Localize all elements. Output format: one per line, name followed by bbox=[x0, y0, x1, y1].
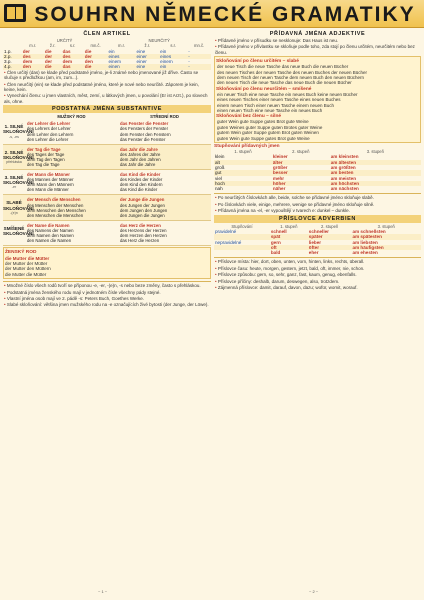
feminine-form: die Mutter die Mütter bbox=[5, 271, 47, 277]
noun-form: der Junge die Jungen bbox=[120, 197, 165, 203]
gender-label: m.r. bbox=[29, 43, 37, 49]
mixed-row: eines neuen Tisches einer neuen Tasche eines neuen Buches bbox=[217, 97, 341, 103]
comparison-form: besser bbox=[272, 170, 288, 176]
group-label: SMÍŠENÉ SKLOŇOVÁNÍ bbox=[3, 225, 34, 236]
article-form: des bbox=[62, 53, 71, 59]
article-form: die bbox=[44, 64, 52, 70]
adjective-note: • Po neurčitých číslovkách alle, beide, solche se přídavné jméno skloňuje slabě. bbox=[215, 195, 420, 200]
noun-group bbox=[3, 145, 211, 170]
mixed-row: ein neuer Tisch eine neue Tasche ein neues Buch keine neuen Bücher bbox=[217, 91, 358, 97]
article-body bbox=[3, 49, 211, 70]
neut-forms bbox=[118, 146, 211, 168]
comparison-form: am größten bbox=[330, 164, 356, 170]
noun-form: dem Herzen den Herzen bbox=[120, 233, 167, 238]
noun-form: der Name die Namen bbox=[27, 222, 70, 228]
noun-form: des Namens der Namen bbox=[27, 227, 74, 233]
weak-row: des neuen Tisches der neuen Tasche des neuen Buches der neuen Bücher bbox=[217, 69, 368, 75]
comparison-form: näher bbox=[272, 186, 286, 192]
noun-form: dem Mann den Männern bbox=[27, 182, 74, 188]
noun-note: • Množné číslo všech rodů tvoří se příponou -e, -er, -(e)n, -s nebo beze změny, často s přehláskou. bbox=[4, 283, 210, 288]
noun-group bbox=[3, 119, 211, 144]
noun-form: dem Jungen den Jungen bbox=[120, 207, 168, 213]
article-explanation bbox=[3, 70, 211, 104]
neut-forms bbox=[118, 196, 211, 218]
noun-form: den Mann die Männer bbox=[27, 187, 69, 193]
adjective-heading: PŘÍDAVNÁ JMÉNA ADJEKTIVE bbox=[269, 31, 366, 37]
case-label: 1.p. bbox=[4, 48, 12, 54]
adverb-notes bbox=[214, 257, 421, 290]
adverb-form: schneller bbox=[308, 228, 329, 234]
adverb-col: 2. stupeň bbox=[321, 223, 339, 229]
comparison-form: am ältesten bbox=[330, 159, 356, 165]
noun-heading: PODSTATNÁ JMÉNA SUBSTANTIVE bbox=[3, 105, 211, 113]
adjective-intro-line: • Přídavné jméno v přísudku se nesklonuje: Das Haus ist neu. bbox=[215, 38, 420, 43]
adverb-form: oft bbox=[270, 244, 277, 250]
adverb-heading: PŘÍSLOVCE ADVERBIEN bbox=[214, 215, 421, 223]
noun-form: des Mannes der Männer bbox=[27, 177, 74, 183]
adverb-form: lieber bbox=[308, 239, 322, 245]
article-form: - bbox=[188, 64, 190, 70]
neut-forms bbox=[118, 222, 211, 244]
noun-form: des Kindes der Kinder bbox=[120, 177, 163, 183]
comparison-heading: Stupňování přídavných jmen bbox=[214, 144, 280, 150]
case-label: 3.p. bbox=[4, 59, 12, 65]
article-form: einen bbox=[108, 64, 120, 70]
comparison-form: alt bbox=[215, 159, 220, 165]
article-form: einem bbox=[108, 59, 121, 65]
adverb-form: am ehesten bbox=[352, 250, 378, 256]
article-form: die bbox=[84, 48, 92, 54]
noun-groups bbox=[3, 119, 211, 246]
article-form: des bbox=[22, 53, 31, 59]
gender-label: mn.č. bbox=[90, 43, 101, 49]
noun-form: dem Namen den Namen bbox=[27, 233, 74, 238]
gender-label: s.r. bbox=[69, 43, 76, 49]
adverb-form: am schnellsten bbox=[352, 228, 386, 234]
neut-forms bbox=[118, 120, 211, 142]
strong-heading: Skloňování bez členu – silné bbox=[216, 114, 282, 120]
masc-forms bbox=[25, 120, 118, 142]
adverb-note: • Příslovce příčiny: deshalb, darum, deswegen, also, trotzdem. bbox=[215, 279, 420, 284]
weak-row: den neuen Tisch die neue Tasche das neue Buch die neuen Bücher bbox=[217, 80, 352, 86]
noun-form: den Menschen die Menschen bbox=[27, 212, 84, 218]
comparison-col: 2. stupeň bbox=[292, 149, 310, 155]
adverb-note: • Příslovce času: heute, morgen, gestern, jetzt, bald, oft, immer, nie, schon. bbox=[215, 266, 420, 271]
feminine-heading: ŽENSKÝ ROD bbox=[5, 250, 37, 256]
adverb-col: Stupňování bbox=[231, 223, 253, 229]
adverb-table bbox=[214, 224, 421, 256]
adverb-note: • Příslovce způsobu: gern, so, sehr, ganz, fast, kaum, genug, ebenfalls. bbox=[215, 272, 420, 277]
masc-header: MUŽSKÝ ROD bbox=[57, 114, 86, 120]
strong-row: guten Wein gute Suppe gutes Brot gute Weine bbox=[217, 135, 310, 141]
noun-form: des Menschen der Menschen bbox=[27, 202, 84, 208]
article-form: dem bbox=[22, 59, 33, 65]
article-heading: ČLEN ARTIKEL bbox=[83, 31, 131, 37]
left-column bbox=[3, 30, 211, 596]
adverb-form: nepravidelné bbox=[215, 239, 242, 245]
noun-form: der Mann die Männer bbox=[27, 172, 70, 178]
adverb-col: 1. stupeň bbox=[280, 223, 298, 229]
adverb-note: • Zájmenná příslovce: damit, darauf, davon, dazu; wofür, womit, worauf. bbox=[215, 285, 420, 290]
noun-groups-header bbox=[3, 114, 211, 119]
noun-note: • Slabé skloňování: většina jmen mužského rodu na -e označujících živé bytosti (der Junge, der Löwe). bbox=[4, 302, 210, 307]
adverb-body bbox=[214, 229, 421, 255]
feminine-box bbox=[3, 247, 211, 279]
noun-form: des Jahres der Jahre bbox=[120, 151, 161, 157]
adverb-row bbox=[214, 250, 421, 255]
noun-form: des Jungen der Jungen bbox=[120, 202, 165, 208]
comparison-col: 1. stupeň bbox=[234, 149, 252, 155]
article-form: den bbox=[22, 64, 31, 70]
strong-row: guten Weines guter Suppe guten Brotes guter Weine bbox=[217, 124, 323, 130]
noun-form: das Kind die Kinder bbox=[120, 172, 161, 178]
strong-row: guter Wein gute Suppe gutes Brot gute Weine bbox=[217, 119, 309, 125]
noun-form: den Jungen die Jungen bbox=[120, 212, 165, 218]
noun-form: den Tag die Tage bbox=[27, 161, 60, 167]
comparison-form: am höchsten bbox=[330, 180, 360, 186]
group-label: 3. SILNÉ SKLOŇOVÁNÍ -er bbox=[3, 175, 34, 190]
gender-label: s.r. bbox=[170, 43, 176, 49]
case-label: 2.p. bbox=[4, 53, 12, 59]
article-form: die bbox=[44, 48, 52, 54]
comparison-form: klein bbox=[215, 154, 225, 160]
adverb-note: • Příslovce místa: hier, dort, oben, unten, vorn, hinten, links, rechts, überall. bbox=[215, 259, 420, 264]
noun-form: des Tages der Tage bbox=[27, 151, 65, 157]
noun-form: das Jahr die Jahre bbox=[120, 161, 156, 167]
adverb-form: am häufigsten bbox=[352, 244, 384, 250]
noun-form: des Herzens der Herzen bbox=[120, 227, 167, 233]
article-form: der bbox=[44, 53, 53, 59]
article-form: den bbox=[84, 59, 93, 65]
adjective-notes bbox=[214, 193, 421, 213]
noun-note: • Podstatná jména ženského rodu mají v jednotném čísle všechny pády stejné. bbox=[4, 290, 210, 295]
article-form: der bbox=[84, 53, 92, 59]
noun-form: den Lehrer die Lehrer bbox=[27, 136, 69, 142]
page-number-right: ~ 2 ~ bbox=[309, 589, 319, 594]
weak-heading: Skloňování po členu určitém – slabé bbox=[216, 59, 299, 65]
right-column bbox=[214, 30, 421, 596]
noun-form: dem Lehrer den Lehrern bbox=[27, 131, 74, 137]
adverb-form bbox=[214, 250, 270, 255]
gender-label: ž.r. bbox=[144, 43, 151, 49]
noun-form: das Herz die Herzen bbox=[120, 238, 160, 244]
feminine-forms bbox=[5, 256, 209, 278]
comparison-form: gut bbox=[215, 170, 222, 176]
gender-label: m.r. bbox=[117, 43, 125, 49]
comparison-table bbox=[214, 149, 421, 191]
adverb-form: eher bbox=[308, 250, 319, 256]
article-form: ein bbox=[160, 64, 167, 70]
group-note: -(e)n bbox=[10, 210, 18, 215]
title-bar bbox=[0, 0, 424, 28]
comparison-form: am kleinsten bbox=[330, 154, 359, 160]
noun-form: der Lehrer die Lehrer bbox=[27, 121, 71, 127]
comparison-form: größer bbox=[272, 164, 288, 170]
noun-form: des Fensters der Fenster bbox=[120, 126, 169, 132]
group-label: 1. SILNÉ SKLOŇOVÁNÍ -s, -es bbox=[3, 124, 34, 139]
article-form: das bbox=[62, 64, 71, 70]
mixed-row: einen neuen Tisch eine neue Tasche ein neues Buch bbox=[217, 108, 323, 114]
feminine-form: der Mutter der Mütter bbox=[5, 261, 48, 266]
masc-forms bbox=[25, 171, 118, 193]
noun-form: dem Menschen den Menschen bbox=[27, 207, 86, 213]
comparison-form: groß bbox=[215, 164, 225, 170]
comparison-form: mehr bbox=[272, 175, 285, 181]
group-note: -er bbox=[11, 185, 17, 190]
noun-notes bbox=[3, 281, 211, 308]
adverb-form: öfter bbox=[308, 244, 319, 250]
noun-form: das Fenster die Fenster bbox=[120, 136, 166, 142]
adjective-intro-line: • Přídavné jméno v přívlastku se skloňuje podle toho, zda stojí po členu určitém, neurčitém nebo bez členu. bbox=[215, 44, 420, 55]
group-note: -s, -es bbox=[9, 134, 19, 139]
masc-forms bbox=[25, 196, 118, 218]
article-form: das bbox=[62, 48, 71, 54]
adjective-note: • Přídavná jména na -el, -er vypouštějí v tvarech e: dunkel – dunkle. bbox=[215, 208, 420, 213]
article-form: der bbox=[22, 48, 30, 54]
mixed-row: einem neuen Tisch einer neuen Tasche einem neuen Buch bbox=[217, 102, 334, 108]
adjective-intro bbox=[214, 38, 421, 55]
adverb-form: schnell bbox=[270, 228, 287, 234]
article-form: - bbox=[188, 48, 190, 54]
noun-form: des Lehrers der Lehrer bbox=[27, 126, 71, 132]
noun-form: das Fenster die Fenster bbox=[120, 121, 169, 127]
adjective-note: • Po číslovkách viele, einige, mehrere, wenige se přídavné jméno skloňuje silně. bbox=[215, 202, 420, 207]
weak-declension bbox=[216, 64, 419, 86]
neut-forms bbox=[118, 171, 211, 193]
comparison-body bbox=[214, 154, 421, 191]
article-form: einem bbox=[160, 59, 173, 65]
case-label: 4.p. bbox=[4, 64, 12, 70]
group-label: 2. SILNÉ SKLOŇOVÁNÍ přehláska bbox=[3, 149, 34, 164]
article-form: ein bbox=[108, 48, 115, 54]
indefinite-header: NEURČITÝ bbox=[148, 38, 170, 43]
noun-form: dem Tag den Tagen bbox=[27, 156, 65, 162]
gender-label: mn.č. bbox=[193, 43, 205, 49]
group-label: SLABÉ SKLOŇOVÁNÍ -(e)n bbox=[3, 200, 34, 215]
page-number-left: ~ 1 ~ bbox=[98, 589, 108, 594]
comparison-form: höher bbox=[272, 180, 286, 186]
comparison-form: kleiner bbox=[272, 154, 288, 160]
article-form: die bbox=[84, 64, 92, 70]
comparison-form: am meisten bbox=[330, 175, 356, 181]
adverb-form: bald bbox=[270, 250, 281, 256]
comparison-form: älter bbox=[272, 159, 283, 165]
noun-form: der Mensch die Menschen bbox=[27, 197, 81, 203]
page-title: SOUHRN NĚMECKÉ GRAMATIKY bbox=[34, 3, 416, 26]
article-form: eine bbox=[136, 64, 146, 70]
comparison-form: nah bbox=[215, 186, 223, 192]
article-paragraph: • Vynechání členu: u jmen vlastních, měst, zemí, u látkových jmen, u povolání (Er ist Arzt.), po slovech als, ohne. bbox=[4, 93, 210, 104]
publisher-logo bbox=[4, 4, 26, 22]
noun-group bbox=[3, 221, 211, 246]
strong-declension bbox=[216, 119, 419, 141]
mixed-heading: Skloňování po členu neurčitém – smíšené bbox=[216, 86, 312, 92]
article-form: der bbox=[44, 59, 53, 65]
article-form: einer bbox=[136, 53, 147, 59]
adverb-form: später bbox=[308, 234, 323, 240]
article-form: einer bbox=[136, 59, 147, 65]
adverb-form: pravidelné bbox=[215, 228, 237, 234]
masc-forms bbox=[25, 222, 118, 244]
adverb-form: spät bbox=[270, 234, 281, 240]
comparison-row bbox=[214, 186, 421, 191]
noun-form: dem Fenster den Fenstern bbox=[120, 131, 171, 137]
article-form: eines bbox=[160, 53, 172, 59]
adverb-form: am liebsten bbox=[352, 239, 378, 245]
noun-group bbox=[3, 195, 211, 220]
weak-row: der neue Tisch die neue Tasche das neue Buch die neuen Bücher bbox=[217, 64, 349, 70]
article-form: dem bbox=[62, 59, 73, 65]
feminine-form: die Mutter die Mütter bbox=[5, 255, 50, 261]
article-form: eine bbox=[136, 48, 146, 54]
comparison-form: am nächsten bbox=[330, 186, 359, 192]
group-note: přehláska bbox=[6, 159, 22, 164]
article-table bbox=[3, 38, 211, 70]
noun-form: der Tag die Tage bbox=[27, 146, 61, 152]
noun-form: den Namen die Namen bbox=[27, 238, 72, 244]
article-paragraph: • Člen určitý (das) se klade před podstatné jméno, je-li známé nebo jmenované již dříve. Často se slučuje s předložkou (am, im, zum...). bbox=[4, 70, 210, 81]
neut-header: STŘEDNÍ ROD bbox=[150, 114, 179, 120]
mixed-declension bbox=[216, 92, 419, 114]
article-form: - bbox=[188, 59, 190, 65]
comparison-col: 3. stupeň bbox=[366, 149, 384, 155]
article-form: ein bbox=[160, 48, 167, 54]
noun-form: dem Jahr den Jahren bbox=[120, 156, 161, 162]
comparison-form: hoch bbox=[215, 180, 225, 186]
adverb-col: 3. stupeň bbox=[377, 223, 395, 229]
article-paragraph: • Člen neurčitý (ein) se klade před podstatné jméno, které je nové nebo neurčité. Záporem je kein, keine, kein. bbox=[4, 82, 210, 93]
gender-label: ž.r. bbox=[49, 43, 56, 49]
article-form: - bbox=[188, 53, 190, 59]
adverb-form: gern bbox=[270, 239, 281, 245]
noun-note: • Vlastní jména osob mají ve 2. pádě -s: Peters Buch, Goethes Werke. bbox=[4, 296, 210, 301]
noun-form: das Kind die Kinder bbox=[120, 187, 158, 193]
feminine-form: der Mutter den Müttern bbox=[5, 266, 51, 272]
definite-header: URČITÝ bbox=[56, 38, 73, 43]
weak-row: dem neuen Tisch der neuen Tasche dem neuen Buch den neuen Büchern bbox=[217, 75, 365, 81]
comparison-form: am besten bbox=[330, 170, 354, 176]
noun-form: das Jahr die Jahre bbox=[120, 146, 158, 152]
noun-form: dem Kind den Kindern bbox=[120, 182, 163, 188]
comparison-form: viel bbox=[215, 175, 222, 181]
noun-group bbox=[3, 170, 211, 195]
adverb-form: am spätesten bbox=[352, 234, 382, 240]
masc-forms bbox=[25, 146, 118, 168]
strong-row: gutem Wein guter Suppe gutem Brot guten Weinen bbox=[217, 130, 319, 136]
noun-form: das Herz die Herzen bbox=[120, 222, 161, 228]
article-form: eines bbox=[108, 53, 120, 59]
